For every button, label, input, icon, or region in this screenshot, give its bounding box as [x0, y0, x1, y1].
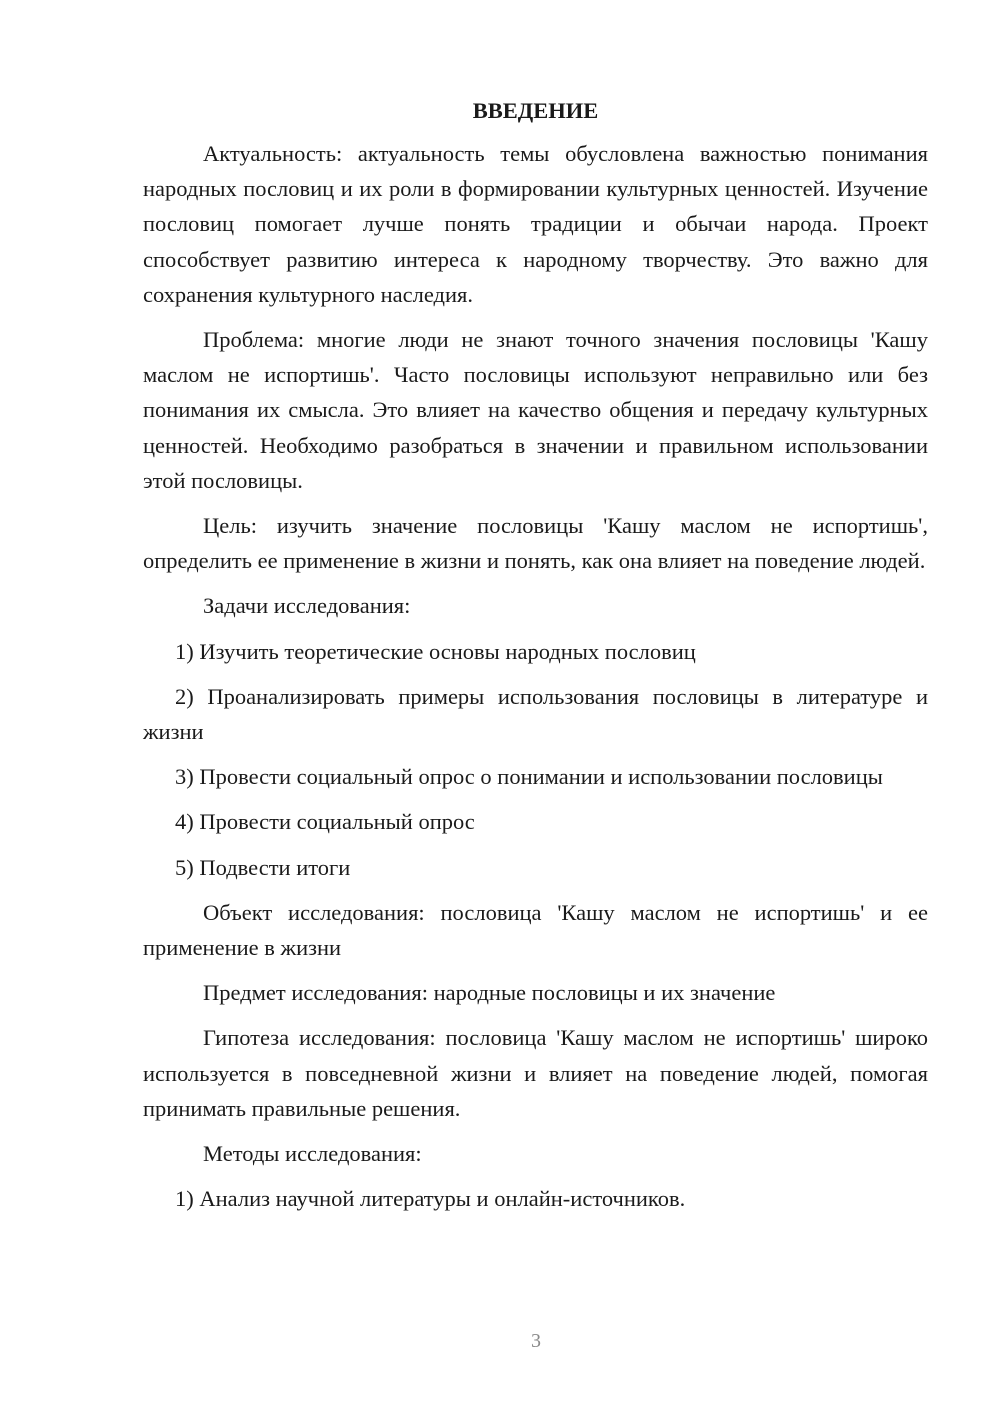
task-item: 3) Провести социальный опрос о понимании и использовании пословицы — [175, 764, 883, 790]
task-item: 1) Изучить теоретические основы народных пословиц — [175, 638, 696, 664]
subject-paragraph: Предмет исследования: народные пословицы и их значение — [203, 980, 776, 1006]
task-item: 2) Проанализировать примеры использования пословицы в литературе и жизни — [143, 683, 928, 745]
hypothesis-paragraph: Гипотеза исследования: пословица 'Кашу маслом не испортишь' широко используется в повседневной жизни и влияет на поведение людей, помогая принимать правильные решения. — [143, 1025, 928, 1121]
relevance-paragraph: Актуальность: актуальность темы обусловлена важностью понимания народных пословиц и их роли в формировании культурных ценностей. Изучение пословиц помогает лучше понять традиции и обычаи народа. Проект способствует развитию интереса к народному творчеству. Это важно для сохранения культурного наследия. — [143, 141, 928, 307]
problem-paragraph: Проблема: многие люди не знают точного значения пословицы 'Кашу маслом не испортишь'. Часто пословицы используют неправильно или без понимания их смысла. Это влияет на качество общения и передачу культурных ценностей. Необходимо разобраться в значении и правильном использовании этой пословицы. — [143, 327, 928, 493]
method-item: 1) Анализ научной литературы и онлайн-источников. — [175, 1186, 686, 1212]
object-paragraph: Объект исследования: пословица 'Кашу маслом не испортишь' и ее применение в жизни — [143, 899, 928, 961]
task-item: 5) Подвести итоги — [175, 854, 351, 880]
task-item: 4) Провести социальный опрос — [175, 809, 475, 835]
page-number: 3 — [531, 1330, 541, 1352]
page-content — [143, 96, 928, 1226]
section-heading: ВВЕДЕНИЕ — [472, 98, 599, 123]
methods-title: Методы исследования: — [203, 1141, 422, 1167]
tasks-title: Задачи исследования: — [203, 593, 411, 619]
goal-paragraph: Цель: изучить значение пословицы 'Кашу маслом не испортишь', определить ее применение в жизни и понять, как она влияет на поведение людей. — [143, 513, 928, 574]
